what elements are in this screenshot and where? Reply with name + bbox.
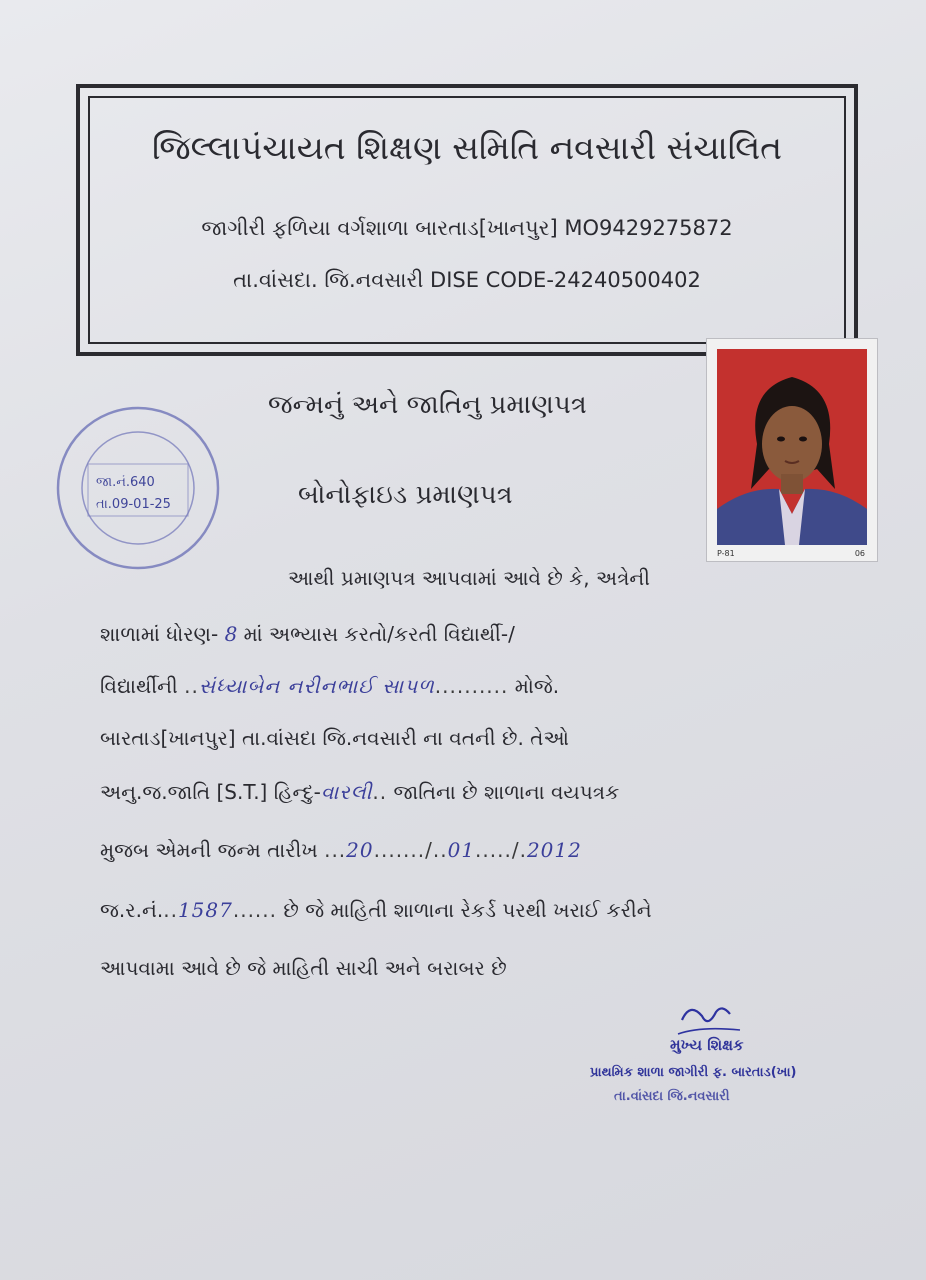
certificate-title: જન્મનું અને જાતિનુ પ્રમાણપત્ર	[268, 390, 587, 420]
stamp-number: જા.નં.640	[96, 475, 155, 490]
photo-image	[717, 349, 867, 545]
school-round-stamp	[52, 402, 224, 574]
body-line-5	[100, 780, 619, 804]
certificate-subtitle: બોનોફાઇડ પ્રમાણપત્ર	[298, 480, 513, 510]
body-line-2	[100, 622, 515, 646]
handwritten-birth-month: 01	[447, 838, 476, 862]
birth-date-field: ...20......./..01...../.2012	[324, 838, 582, 862]
handwritten-birth-year: 2012	[526, 838, 582, 862]
stamp-date: તા.09-01-25	[96, 497, 171, 512]
text-standard-prefix: શાળામાં ધોરણ-	[100, 622, 219, 646]
body-line-8: આપવામા આવે છે જે માહિતી સાચી અને બરાબર છે	[100, 956, 507, 980]
text-student-label: વિદ્યાર્થીની	[100, 674, 178, 698]
body-line-1: આથી પ્રમાણપત્ર આપવામાં આવે છે કે, અત્રેની	[288, 566, 651, 590]
signature-designation: મુખ્ય શિક્ષક	[670, 1036, 744, 1054]
student-photo	[706, 338, 878, 562]
text-birth-date-label: મુજબ એમની જન્મ તારીખ	[100, 838, 318, 862]
headmaster-signature-stamp	[590, 1000, 870, 1110]
handwritten-birth-day: 20	[346, 838, 374, 862]
signature-school: પ્રાથમિક શાળા જાગીરી ફ. બારતાડ(ખા)	[590, 1065, 797, 1080]
name-field: ..સંધ્યાબેન નરીનભાઈ સાપળ..........	[184, 674, 509, 698]
text-caste-register: જાતિના છે શાળાના વયપત્રક	[393, 780, 620, 804]
caste-field: વારલી..	[320, 780, 388, 804]
text-register-number-label: જ.ર.નં.	[100, 898, 164, 922]
handwritten-standard: 8	[224, 622, 238, 646]
handwritten-register-number: 1587	[177, 898, 233, 922]
header-school-name: જાગીરી ફળિયા વર્ગશાળા બારતાડ[ખાનપુર] MO9429275872	[201, 216, 733, 240]
body-line-6	[100, 838, 582, 862]
school-header-box	[76, 84, 858, 356]
text-village-label: મોજે.	[514, 674, 560, 698]
body-line-3	[100, 674, 559, 698]
signature-scribble	[682, 1008, 730, 1021]
header-inner-border	[88, 96, 846, 344]
text-scheduled-tribe: અનુ.જ.જાતિ [S.T.] હિન્દુ-	[100, 780, 321, 804]
body-line-7	[100, 898, 652, 922]
text-studying-as: માં અભ્યાસ કરતો/કરતી વિદ્યાર્થી-/	[243, 622, 515, 646]
text-verification: છે જે માહિતી શાળાના રેકર્ડ પરથી ખરાઈ કરીને	[283, 898, 652, 922]
register-number-field: ..1587......	[163, 898, 278, 922]
handwritten-student-name: સંધ્યાબેન નરીનભાઈ સાપળ	[198, 674, 435, 698]
photo-label-left: P-81	[717, 549, 735, 558]
header-school-address: તા.વાંસદા. જિ.નવસારી DISE CODE-24240500402	[233, 268, 701, 292]
header-authority: જિલ્લાપંચાયત શિક્ષણ સમિતિ નવસારી સંચાલિત	[151, 128, 783, 167]
handwritten-caste: વારલી	[320, 780, 373, 804]
photo-label-right: 06	[854, 549, 865, 558]
signature-taluka: તા.વાંસદા જિ.નવસારી	[614, 1089, 730, 1104]
body-line-4: બારતાડ[ખાનપુર] તા.વાંસદા જિ.નવસારી ના વતની છે. તેઓ	[100, 726, 569, 750]
